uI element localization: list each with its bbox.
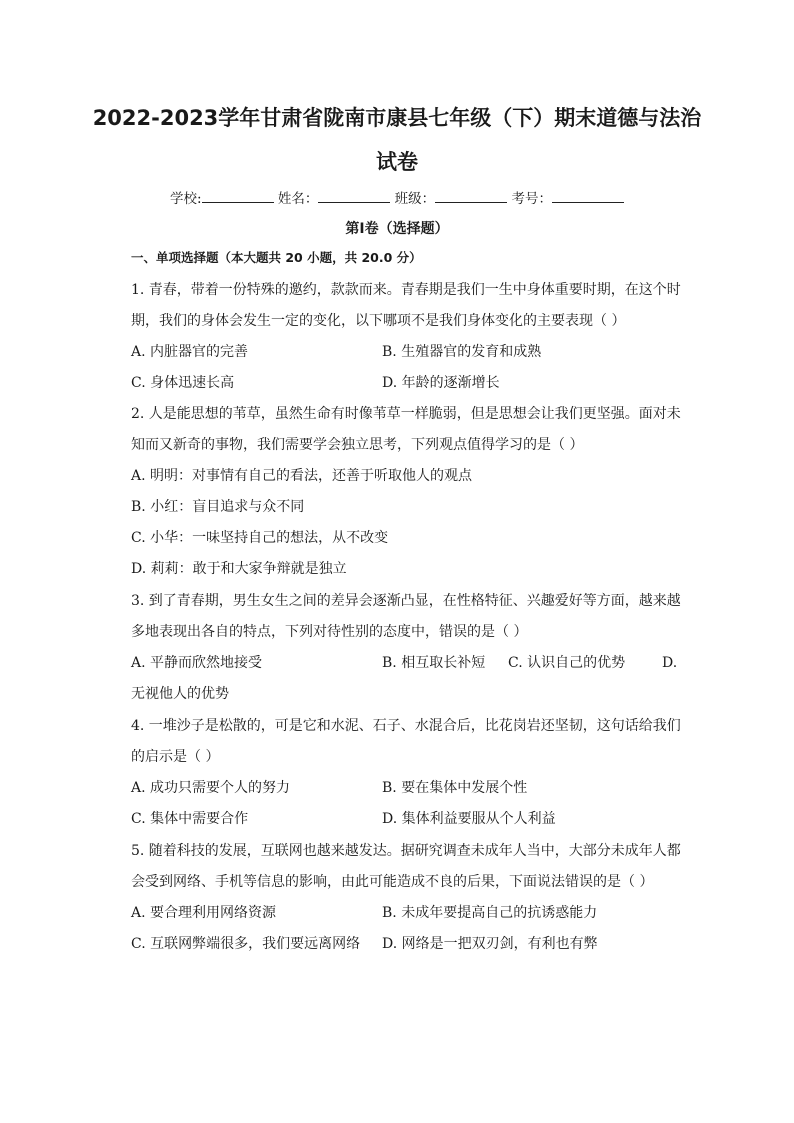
question-1-line1: 1. 青春，带着一份特殊的邀约，款款而来。青春期是我们一生中身体重要时期，在这个时 [131, 282, 681, 298]
student-info-row [0, 187, 794, 207]
question-4-line1: 4. 一堆沙子是松散的，可是它和水泥、石子、水混合后，比花岗岩还坚韧，这句话给我们 [131, 718, 681, 734]
section-heading: 一、单项选择题（本大题共 20 小题，共 20.0 分） [131, 250, 422, 265]
question-3-option-c: C. 认识自己的优势 [508, 655, 626, 671]
question-1-option-d: D. 年龄的逐渐增长 [382, 375, 500, 391]
question-4-option-c: C. 集体中需要合作 [131, 811, 249, 827]
exam-title-line2: 试卷 [376, 150, 418, 174]
question-5-line2: 会受到网络、手机等信息的影响，由此可能造成不良的后果，下面说法错误的是（ ） [131, 874, 654, 890]
school-label: 学校: [170, 191, 202, 207]
question-4-line2: 的启示是（ ） [131, 749, 220, 765]
question-3-option-d: D. [662, 655, 678, 671]
question-2-option-b: B. 小红：盲目追求与众不同 [131, 499, 305, 515]
question-2-option-d: D. 莉莉：敢于和大家争辩就是独立 [131, 561, 347, 577]
question-1-option-c: C. 身体迅速长高 [131, 375, 235, 391]
question-3-option-a: A. 平静而欣然地接受 [131, 655, 263, 671]
question-5-option-a: A. 要合理利用网络资源 [131, 905, 277, 921]
question-5-option-b: B. 未成年要提高自己的抗诱惑能力 [382, 905, 598, 921]
question-4-option-d: D. 集体利益要服从个人利益 [382, 811, 556, 827]
question-4-option-b: B. 要在集体中发展个性 [382, 780, 528, 796]
number-label: 考号： [511, 191, 552, 207]
volume-heading: 第I卷（选择题） [345, 221, 449, 237]
question-1-line2: 期，我们的身体会发生一定的变化，以下哪项不是我们身体变化的主要表现（ ） [131, 313, 626, 329]
class-label: 班级： [394, 191, 436, 207]
name-label: 姓名： [277, 191, 319, 207]
question-5-option-c: C. 互联网弊端很多，我们要远离网络 [131, 936, 361, 952]
school-blank [202, 190, 274, 203]
question-2-line2: 知而又新奇的事物，我们需要学会独立思考，下列观点值得学习的是（ ） [131, 437, 584, 453]
question-2-option-a: A. 明明：对事情有自己的看法，还善于听取他人的观点 [131, 468, 473, 484]
exam-title-line1: 2022-2023学年甘肃省陇南市康县七年级（下）期末道德与法治 [92, 106, 702, 130]
question-3-line2: 多地表现出各自的特点，下列对待性别的态度中，错误的是（ ） [131, 624, 528, 640]
question-1-option-b: B. 生殖器官的发育和成熟 [382, 344, 542, 360]
name-blank [318, 190, 390, 203]
number-blank [552, 190, 624, 203]
question-5-option-d: D. 网络是一把双刃剑，有利也有弊 [382, 936, 598, 952]
question-4-option-a: A. 成功只需要个人的努力 [131, 780, 291, 796]
question-3-option-b: B. 相互取长补短 [382, 655, 486, 671]
question-2-option-c: C. 小华：一味坚持自己的想法，从不改变 [131, 530, 389, 546]
question-3-line1: 3. 到了青春期，男生女生之间的差异会逐渐凸显，在性格特征、兴趣爱好等方面，越来越 [131, 593, 681, 609]
question-1-option-a: A. 内脏器官的完善 [131, 344, 249, 360]
question-5-line1: 5. 随着科技的发展，互联网也越来越发达。据研究调查未成年人当中，大部分未成年人都 [131, 843, 681, 859]
question-3-option-d-text: 无视他人的优势 [131, 686, 229, 702]
class-blank [435, 190, 507, 203]
question-2-line1: 2. 人是能思想的苇草，虽然生命有时像苇草一样脆弱，但是思想会让我们更坚强。面对未 [131, 406, 681, 422]
